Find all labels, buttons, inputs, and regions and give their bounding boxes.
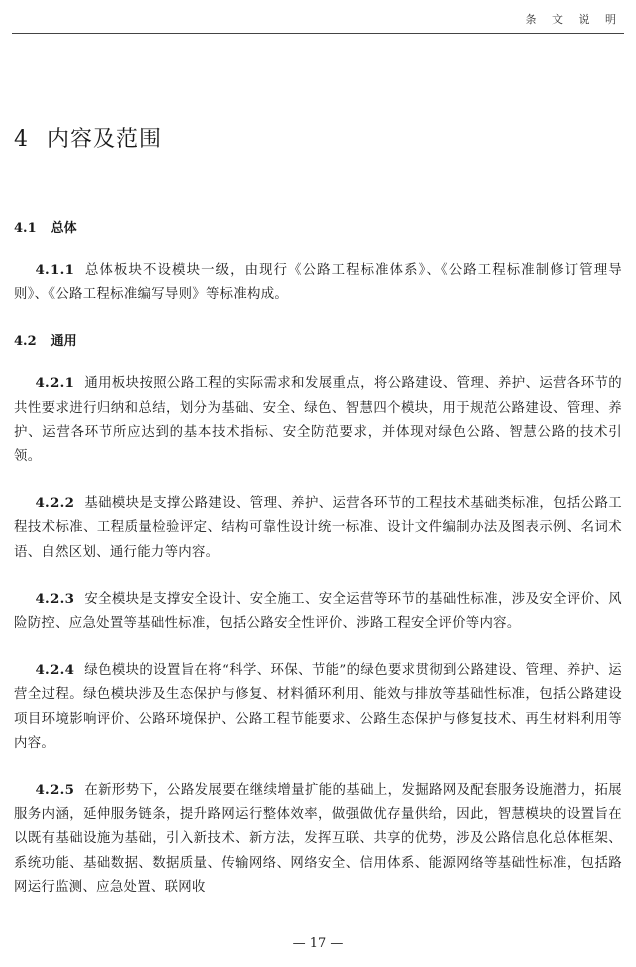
clause-paragraph [14, 778, 622, 900]
section-heading [14, 218, 622, 240]
clause-number: 4.2.5 [35, 782, 75, 799]
section-title: 通用 [50, 334, 77, 350]
clause-paragraph [14, 258, 622, 307]
section-number: 4.2 [14, 334, 37, 350]
header-rule [12, 33, 624, 34]
clause-text: 绿色模块的设置旨在将“科学、环保、节能”的绿色要求贯彻到公路建设、管理、养护、运营全过程。绿色模块涉及生态保护与修复、材料循环利用、能效与排放等基础性标准，包括公路建设项目环境影响评价、公路环境保护、公路工程节能要求、公路生态保护与修复技术、再生材料利用等内容。 [14, 663, 622, 751]
clause-text: 安全模块是支撑安全设计、安全施工、安全运营等环节的基础性标准，涉及安全评价、风险防控、应急处置等基础性标准，包括公路安全性评价、涉路工程安全评价等内容。 [14, 591, 622, 632]
content-body [14, 218, 622, 900]
section-number: 4.1 [14, 221, 37, 236]
clause-text: 在新形势下，公路发展要在继续增量扩能的基础上，发掘路网及配套服务设施潜力，拓展服务内涵，延伸服务链条，提升路网运行整体效率，做强做优存量供给，因此，智慧模块的设置旨在以既有基础设施为基础，引入新技术、新方法，发挥互联、共享的优势，涉及公路信息化总体框架、系统功能、基础数据、数据质量、传输网络、网络安全、信用体系、能源网络等基础性标准，包括路网运行监测、应急处置、联网收 [14, 783, 622, 895]
clause-number: 4.2.2 [35, 495, 75, 512]
clause-text: 通用板块按照公路工程的实际需求和发展重点，将公路建设、管理、养护、运营各环节的共性要求进行归纳和总结，划分为基础、安全、绿色、智慧四个模块，用于规范公路建设、管理、养护、运营各环节所应达到的基本技术指标、安全防范要求，并体现对绿色公路、智慧公路的技术引领。 [14, 376, 622, 465]
clause-number: 4.2.1 [35, 375, 75, 392]
clause-paragraph [14, 491, 622, 565]
chapter-title [14, 122, 162, 153]
clause-number: 4.2.3 [35, 590, 75, 607]
clause-paragraph [14, 587, 622, 636]
clause-number: 4.1.1 [35, 262, 75, 278]
clause-paragraph [14, 371, 622, 469]
clause-paragraph [14, 658, 622, 756]
clause-number: 4.2.4 [35, 662, 75, 679]
running-header: 条 文 说 明 [525, 13, 622, 26]
chapter-number: 4 [14, 127, 29, 152]
chapter-title-text: 内容及范围 [47, 127, 163, 152]
section-title: 总体 [50, 221, 77, 236]
page-number: — 17 — [292, 936, 344, 951]
clause-text: 基础模块是支撑公路建设、管理、养护、运营各环节的工程技术基础类标准，包括公路工程技术标准、工程质量检验评定、结构可靠性设计统一标准、设计文件编制办法及图表示例、名词术语、自然区划、通行能力等内容。 [14, 496, 622, 560]
section-heading [14, 331, 622, 353]
clause-text: 总体板块不设模块一级，由现行《公路工程标准体系》、《公路工程标准制修订管理导则》、《公路工程标准编写导则》等标准构成。 [14, 263, 622, 303]
